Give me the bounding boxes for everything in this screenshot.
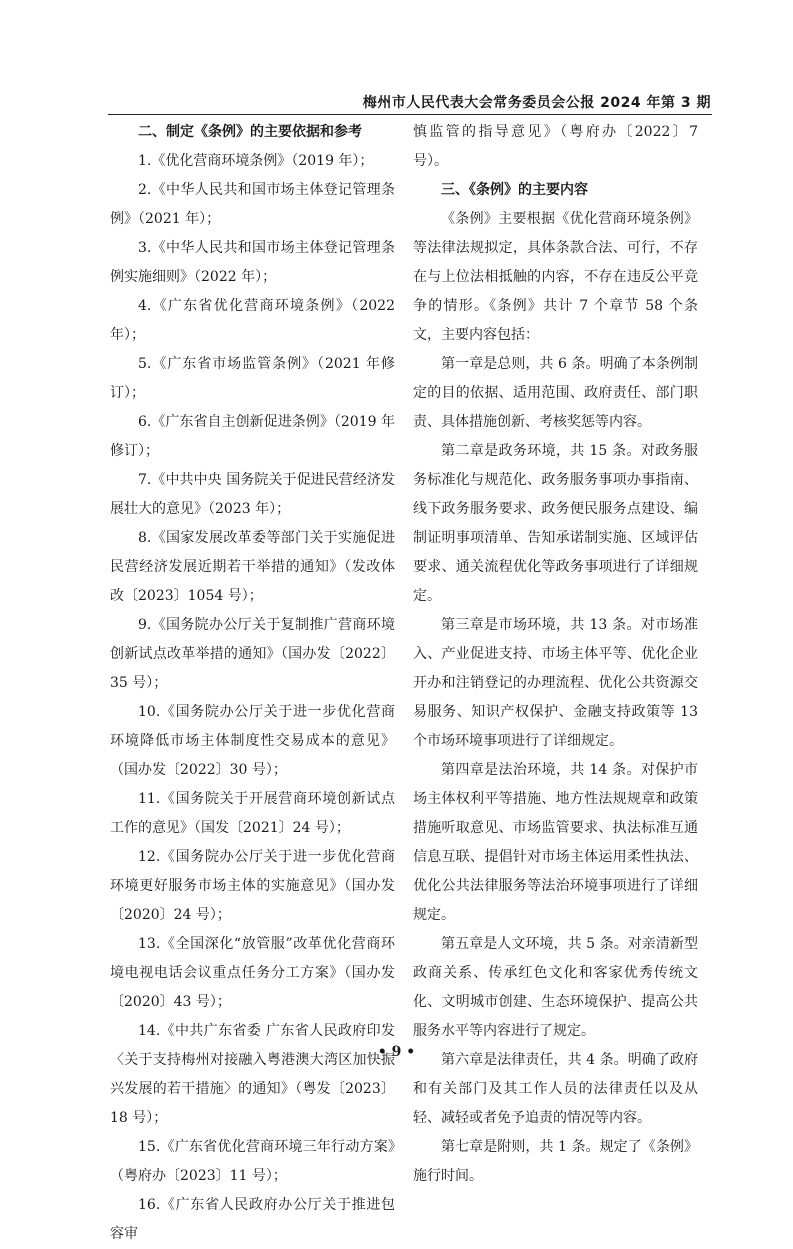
chapter-2-paragraph: 第二章是政务环境，共 15 条。对政务服务标准化与规范化、政务服务事项办事指南、线下政务服务要求、政务便民服务点建设、编制证明事项清单、告知承诺制实施、区域评估要求、通关流程优化等政务事项进行了详细规定。 [413, 443, 698, 604]
reference-item-12: 12.《国务院办公厅关于进一步优化营商环境更好服务市场主体的实施意见》（国办发〔2020〕24 号）； [110, 849, 395, 923]
page-number: • 9 • [377, 1044, 416, 1060]
section-heading-content: 三、《条例》的主要内容 [441, 182, 588, 198]
header-rule [108, 114, 712, 115]
reference-item-15: 15.《广东省优化营商环境三年行动方案》（粤府办〔2023〕11 号）； [110, 1139, 395, 1184]
reference-item-11: 11.《国务院关于开展营商环境创新试点工作的意见》（国发〔2021〕24 号）； [110, 791, 395, 836]
left-column [110, 118, 395, 1249]
reference-item-10: 10.《国务院办公厅关于进一步优化营商环境降低市场主体制度性交易成本的意见》（国办发〔2022〕30 号）； [110, 704, 395, 778]
reference-item-16-continuation: 慎监管的指导意见》（粤府办〔2022〕7 号）。 [413, 124, 698, 169]
reference-item-1: 1.《优化营商环境条例》（2019 年）； [138, 153, 374, 169]
chapter-5-paragraph: 第五章是人文环境，共 5 条。对亲清新型政商关系、传承红色文化和客家优秀传统文化、文明城市创建、生态环境保护、提高公共服务水平等内容进行了规定。 [413, 936, 698, 1039]
reference-item-8: 8.《国家发展改革委等部门关于实施促进民营经济发展近期若干举措的通知》（发改体改〔2023〕1054 号）； [110, 530, 395, 604]
reference-item-2: 2.《中华人民共和国市场主体登记管理条例》（2021 年）； [110, 182, 395, 227]
reference-item-14: 14.《中共广东省委 广东省人民政府印发〈关于支持梅州对接融入粤港澳大湾区加快振兴发展的若干措施〉的通知》（粤发〔2023〕18 号）； [110, 1023, 395, 1126]
reference-item-4: 4.《广东省优化营商环境条例》（2022 年）； [110, 298, 395, 343]
reference-item-3: 3.《中华人民共和国市场主体登记管理条例实施细则》（2022 年）； [110, 240, 395, 285]
chapter-4-paragraph: 第四章是法治环境，共 14 条。对保护市场主体权利平等措施、地方性法规规章和政策措施听取意见、市场监管要求、执法标准互通信息互联、提倡针对市场主体运用柔性执法、优化公共法律服务等法治环境事项进行了详细规定。 [413, 762, 698, 923]
bulletin-header: 梅州市人民代表大会常务委员会公报 2024 年第 3 期 [362, 95, 711, 111]
reference-item-5: 5.《广东省市场监管条例》（2021 年修订）； [110, 356, 395, 401]
reference-item-16: 16.《广东省人民政府办公厅关于推进包容审 [110, 1197, 395, 1242]
chapter-7-paragraph: 第七章是附则，共 1 条。规定了《条例》施行时间。 [413, 1139, 698, 1184]
section-heading-basis: 二、制定《条例》的主要依据和参考 [138, 124, 362, 140]
reference-item-7: 7.《中共中央 国务院关于促进民营经济发展壮大的意见》（2023 年）； [110, 472, 395, 517]
content-intro-paragraph: 《条例》主要根据《优化营商环境条例》等法律法规拟定，具体条款合法、可行，不存在与上位法相抵触的内容，不存在违反公平竞争的情形。《条例》共计 7 个章节 58 个条文，主要内容包括： [413, 211, 698, 343]
reference-item-13: 13.《全国深化“放管服”改革优化营商环境电视电话会议重点任务分工方案》（国办发〔2020〕43 号）； [110, 936, 395, 1010]
right-column [413, 118, 698, 1191]
chapter-3-paragraph: 第三章是市场环境，共 13 条。对市场准入、产业促进支持、市场主体平等、优化企业开办和注销登记的办理流程、优化公共资源交易服务、知识产权保护、金融支持政策等 13 个市场环境事项进行了详细规定。 [413, 617, 698, 749]
chapter-6-paragraph: 第六章是法律责任，共 4 条。明确了政府和有关部门及其工作人员的法律责任以及从轻、减轻或者免予追责的情况等内容。 [413, 1052, 698, 1126]
chapter-1-paragraph: 第一章是总则，共 6 条。明确了本条例制定的目的依据、适用范围、政府责任、部门职责、具体措施创新、考核奖惩等内容。 [413, 356, 698, 430]
reference-item-9: 9.《国务院办公厅关于复制推广营商环境创新试点改革举措的通知》（国办发〔2022〕35 号）； [110, 617, 395, 691]
reference-item-6: 6.《广东省自主创新促进条例》（2019 年修订）； [110, 414, 395, 459]
